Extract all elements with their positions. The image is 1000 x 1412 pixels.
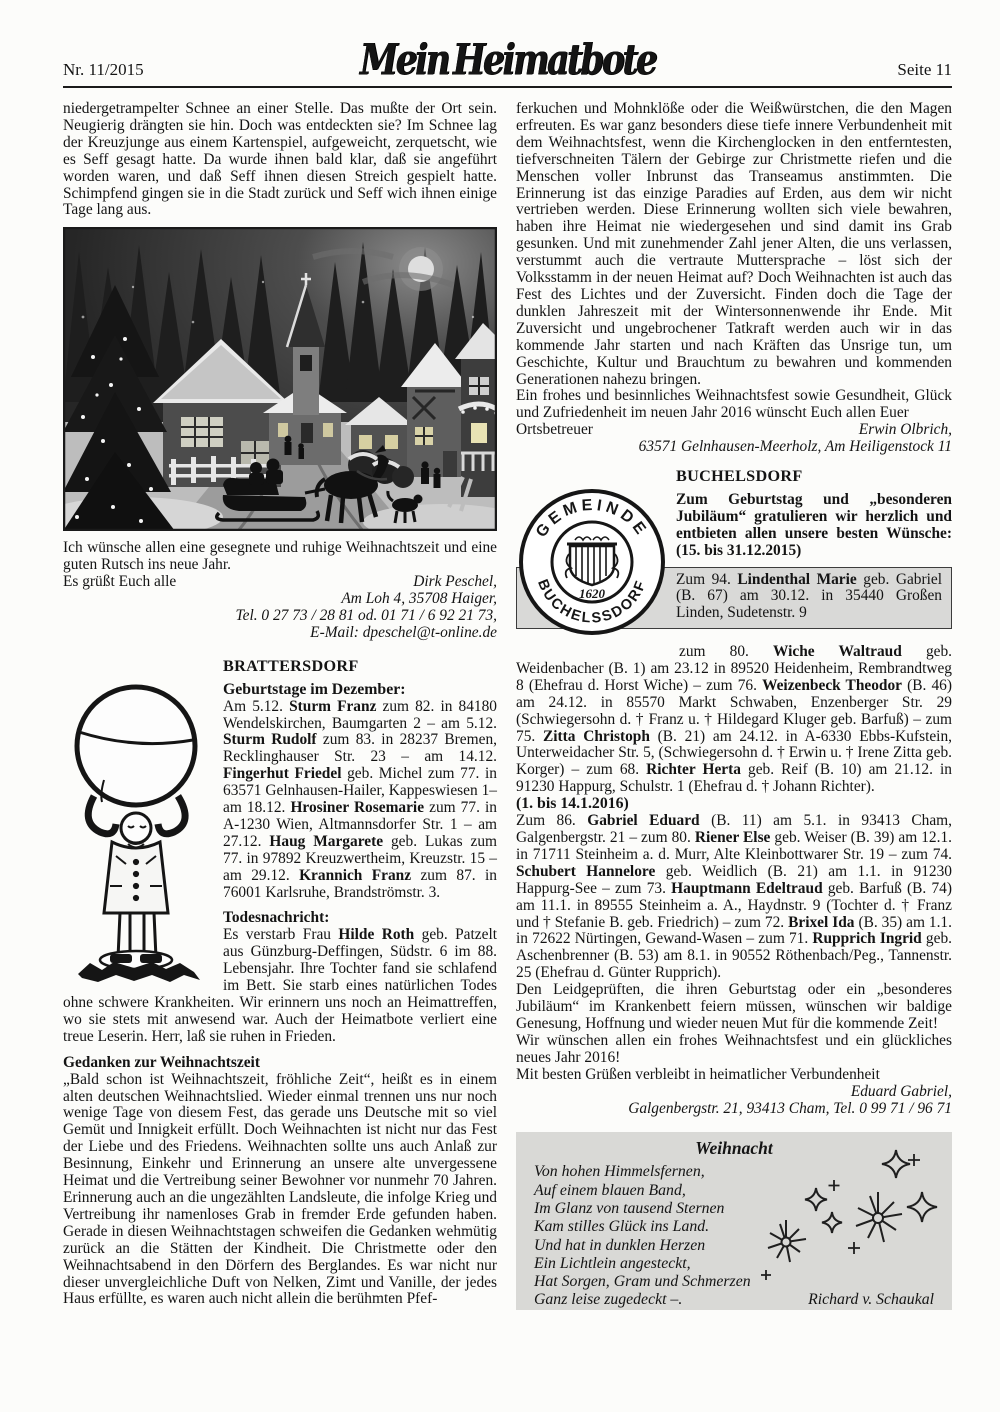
poem-box <box>516 1132 952 1310</box>
ortsbetreuer-name: Erwin Olbrich, <box>858 421 952 439</box>
atlas-figure-svg <box>63 660 215 982</box>
right-column <box>516 101 952 1310</box>
jubilee-box-text: Zum 94. Lindenthal Marie geb. Gabriel (B. 67) am 30.12. in 35440 Großen Linden, Sudetenstr. 9 <box>676 570 942 622</box>
poem-line: Und hat in dunklen Herzen <box>534 1236 706 1254</box>
regards-text: Mit besten Grüßen verbleibt in heimatlicher Verbundenheit <box>516 1065 880 1083</box>
poem-last-line: Ganz leise zugedeckt –. <box>534 1291 683 1309</box>
poem-line: Ein Lichtlein angesteckt, <box>534 1254 691 1272</box>
wishes-paragraph: Ein frohes und besinnliches Weihnachtsfest sowie Gesundheit, Glück und Zufriedenheit im neuen Jahr 2016 wünscht Euch allen Euer <box>516 387 952 422</box>
gedanken-text: „Bald schon ist Weihnachtszeit, fröhliche Zeit“, heißt es in einem alten deutschen Weihnachtslied. Wieder einmal trennen uns nur noch wenige Tage von diesem Fest, das gerade uns Deutsche mit so viel Gemüt und Innigkeit erfüllt. Doch Weihnachten ist nicht nur das Fest der Liebe und des Friedens. Weihnachten sollte uns auch Anlaß zur Besinnung, Einkehr und Erinnerung an unsere alte unvergessene Heimat und die Vertreibung seiner Bewohner vor nunmehr 70 Jahren. Erinnerung auch an die ungezählten Landsleute, die infolge Krieg und Vertreibung ihr namenloses Grab in fremder Erde gefunden haben. Gerade in diesen Weihnachtstagen schweifen die Gedanken wehmütig zurück an die Stätten der Kindheit. Die Christmette oder den Weihnachtsabend in den Dörfern des Berglandes. Es war nicht nur dieser unvergleichliche Duft von Nelken, Zimt und Vanille, der jedes Haus erfüllte, es waren auch nicht allein die berühmten Pfef- <box>63 1070 497 1308</box>
content-columns <box>63 101 952 1310</box>
winter-village-svg <box>63 227 497 531</box>
wish-paragraph: Ich wünsche allen eine gesegnete und ruhige Weihnachtszeit und eine guten Rutsch ins neue Jahr. <box>63 539 497 574</box>
ortsbetreuer-address: 63571 Gelnhausen-Meerholz, Am Heiligenstock 11 <box>638 438 952 456</box>
newyear-wishes-text: Wir wünschen allen ein frohes Weihnachtsfest und ein glückliches neues Jahr 2016! <box>516 1031 952 1066</box>
winter-village-illustration <box>63 227 497 531</box>
stars-svg <box>728 1146 938 1286</box>
december-birthday-list: zum 80. Wiche Waltraud geb. Weidenbacher (B. 1) am 23.12 in 89520 Heidenheim, Rembrandtweg 8 (Ehefrau d. Horst Wiche) – zum 76. Weizenbeck Theodor (B. 46) am 24.12. in 85570 Markt Schwaben, Enzenberger Str. 29 (Schwiegersohn d. † Franz u. † Hildegard Kluger geb. Barfuß) – zum 75. Zitta Christoph (B. 21) am 24.12. in A-6330 Ebbs-Kufstein, Unterweidacher Str. 5, (Schwiegersohn d. † Erwin u. † Irene Zitta geb. Korger) – zum 68. Richter Herta geb. Reif (B. 10) am 21.12. in 91230 Happurg, Schulstr. 1 (Ehefrau d. † Johann Richter). <box>516 643 953 796</box>
january-range-heading: (1. bis 14.1.2016) <box>516 795 629 813</box>
poem-line: Auf einem blauen Band, <box>534 1181 686 1199</box>
page-number: Seite 11 <box>897 60 952 79</box>
seal-top-text: GEMEINDE <box>532 496 652 541</box>
seal-svg <box>516 484 668 640</box>
gemeinde-buchelssdorf-seal <box>516 484 668 640</box>
buchelsdorf-heading: BUCHELSDORF <box>676 467 803 486</box>
issue-number: Nr. 11/2015 <box>63 60 144 79</box>
section-buchelsdorf <box>516 468 952 1117</box>
buchelsdorf-intro: Zum Geburtstag und „besonderen Jubiläum“ gratulieren wir herzlich und entbieten allen unsere besten Wünsche: (15. bis 31.12.2015) <box>676 490 952 559</box>
poem-line: Von hohen Himmelsfernen, <box>534 1163 705 1181</box>
poem-title: Weihnacht <box>695 1138 773 1159</box>
essay-paragraph: ferkuchen und Mohnklöße oder die Weißwürstchen, die den Magen erfreuten. Es war ganz besonders diese tiefe innere Verbundenheit mit dem Weihnachtsfest, wenn die Kirchenglocken in den entferntesten, tiefverschneiten Tälern der Gebirge zur Christmette riefen und die Menschen voller Inbrunst das Transeamus anstimmten. Die Erinnerung ist das einzige Paradies auf Erden, aus dem wir nicht vertrieben werden. Diese Erinnerung wollten sich viele bewahren, haben ihre Heimat nie wiedergesehen und sind damit ins Grab gesunken. Und mit zunehmender Zahl jener Alten, die uns verlassen, verstummt auch die vertraute Muttersprache – löst sich der Volksstamm in der neuen Heimat auf? Doch Weihnachten ist auch das Fest des Lichtes und der Zuversicht. Finden doch die Tage der dunklen Jahreszeit mit der Wintersonnenwende ihr Ende. Mit Zuversicht und ungebrochener Tatkraft werden auch wir in das kommende Jahr starten und nach Kräften das Unsrige tun, um Geschichte, Kultur und Brauchtum zu bewahren und kommenden Generationen nahezu bringen. <box>516 100 952 388</box>
page-header <box>63 34 952 88</box>
story-paragraph: niedergetrampelter Schnee an einer Stelle. Das mußte der Ort sein. Neugierig drängten sie hin. Doch was entdeckten sie? Im Schnee lag der Kreuzjunge aus einem Kartenspiel, aufgeweicht, zerquetscht, wie es Seff gesagt hatte. Da wurde ihnen bald klar, daß sie angeführt worden waren, und daß Seff ihnen diesen Streich gespielt hatte. Schimpfend gingen sie in die Stadt zurück und Seff wich ihnen einige Tage lang aus. <box>63 100 497 219</box>
death-notice-text: Es verstarb Frau Hilde Roth geb. Patzelt aus Günzburg-Deffingen, Südstr. 6 im 88. Lebensjahr. Ihre Tochter fand sie schlafend im Bett. Sie starb eines natürlichen Todes ohne schwere Krankheiten. Wir erinnern uns noch an Heimattreffen, wo sie stets mit anwesend war. Auch der Heimatbote verliert eine treue Leserin. Herr, laß sie ruhen in Frieden. <box>63 926 497 1045</box>
birthdays-list: Am 5.12. Sturm Franz zum 82. in 84180 Wendelskirchen, Baumgarten 2 – am 5.12. Sturm Rudolf zum 83. in 28237 Bremen, Recklinghauser Str. 23 – am 14.12. Fingerhut Friedel geb. Michel zum 77. in 63571 Gelnhausen-Hailer, Kappeswiesen 1– am 18.12. Hrosiner Rosemarie zum 77. in A-1230 Wien, Altmannsdorfer Str. 1 – am 27.12. Haug Margarete geb. Lukas zum 77. in 97892 Kreuzwertheim, Kreuzstr. 15 – am 29.12. Krannich Franz zum 87. in 76001 Karlsruhe, Brandströmstr. 3. <box>223 697 497 901</box>
gabriel-signature-address: Galgenbergstr. 21, 93413 Cham, Tel. 0 99 71 / 96 71 <box>628 1099 952 1117</box>
greeting-text: Es grüßt Euch alle <box>63 573 177 591</box>
condolence-text: Den Leidgeprüften, die ihren Geburtstag oder ein „besonderes Jubiläum“ im Krankenbett feiern müssen, wünschen wir baldige Genesung, Hoffnung und wieder neuen Mut für die kommende Zeit! <box>516 981 952 1032</box>
left-column <box>63 101 497 1310</box>
role-label: Ortsbetreuer <box>516 421 593 439</box>
signature-address: Am Loh 4, 35708 Haiger, <box>341 590 497 608</box>
birthdays-subheading: Geburtstage im Dezember: <box>223 680 406 698</box>
section-brattersdorf <box>63 658 497 1046</box>
brattersdorf-heading: BRATTERSDORF <box>223 656 359 675</box>
atlas-figure-illustration <box>63 660 215 982</box>
masthead-title: Mein Heimatbote <box>359 35 656 84</box>
signature-name: Dirk Peschel, <box>413 573 497 591</box>
poem-author: Richard v. Schaukal <box>808 1291 934 1309</box>
death-notice-heading: Todesnachricht: <box>223 909 330 927</box>
signature-email: E-Mail: dpeschel@t-online.de <box>310 623 497 641</box>
signature-phone: Tel. 0 27 73 / 28 81 od. 01 71 / 6 92 21 73, <box>235 606 497 624</box>
poem-line: Im Glanz von tausend Sternen <box>534 1199 725 1217</box>
poem-line: Hat Sorgen, Gram und Schmerzen <box>534 1273 751 1291</box>
stars-decoration <box>728 1146 938 1291</box>
gedanken-heading: Gedanken zur Weihnachtszeit <box>63 1053 260 1071</box>
january-birthday-list: Zum 86. Gabriel Eduard (B. 11) am 5.1. in 93413 Cham, Galgenbergstr. 21 – zum 80. Riener Else geb. Weiser (B. 39) am 12.1. in 71711 Steinheim a. d. Murr, Alte Kleinbottwarer Str. 19 – zum 74. Schubert Hannelore geb. Weidlich (B. 21) am 1.1. in 91230 Happurg-See – zum 73. Hauptmann Edeltraud geb. Barfuß (B. 74) am 11.1. in 89555 Steinheim a. A., Haydnstr. 9 (Tochter d. † Franz und † Stefanie B. geb. Friedrich) – zum 72. Brixel Ida (B. 35) am 1.1. in 72622 Nürtingen, Gewand-Wasen – zum 71. Rupprich Ingrid geb. Aschenbrenner (B. 53) am 8.1. in 90552 Röthenbach/Peg., Tannenstr. 25 (Ehefrau d. Günter Rupprich). <box>516 812 953 982</box>
poem-line: Kam stilles Glück ins Land. <box>534 1218 710 1236</box>
seal-year: 1620 <box>579 586 605 602</box>
gabriel-signature-name: Eduard Gabriel, <box>850 1082 952 1100</box>
seal-bottom-text: BUCHELSSDORF <box>534 577 650 627</box>
